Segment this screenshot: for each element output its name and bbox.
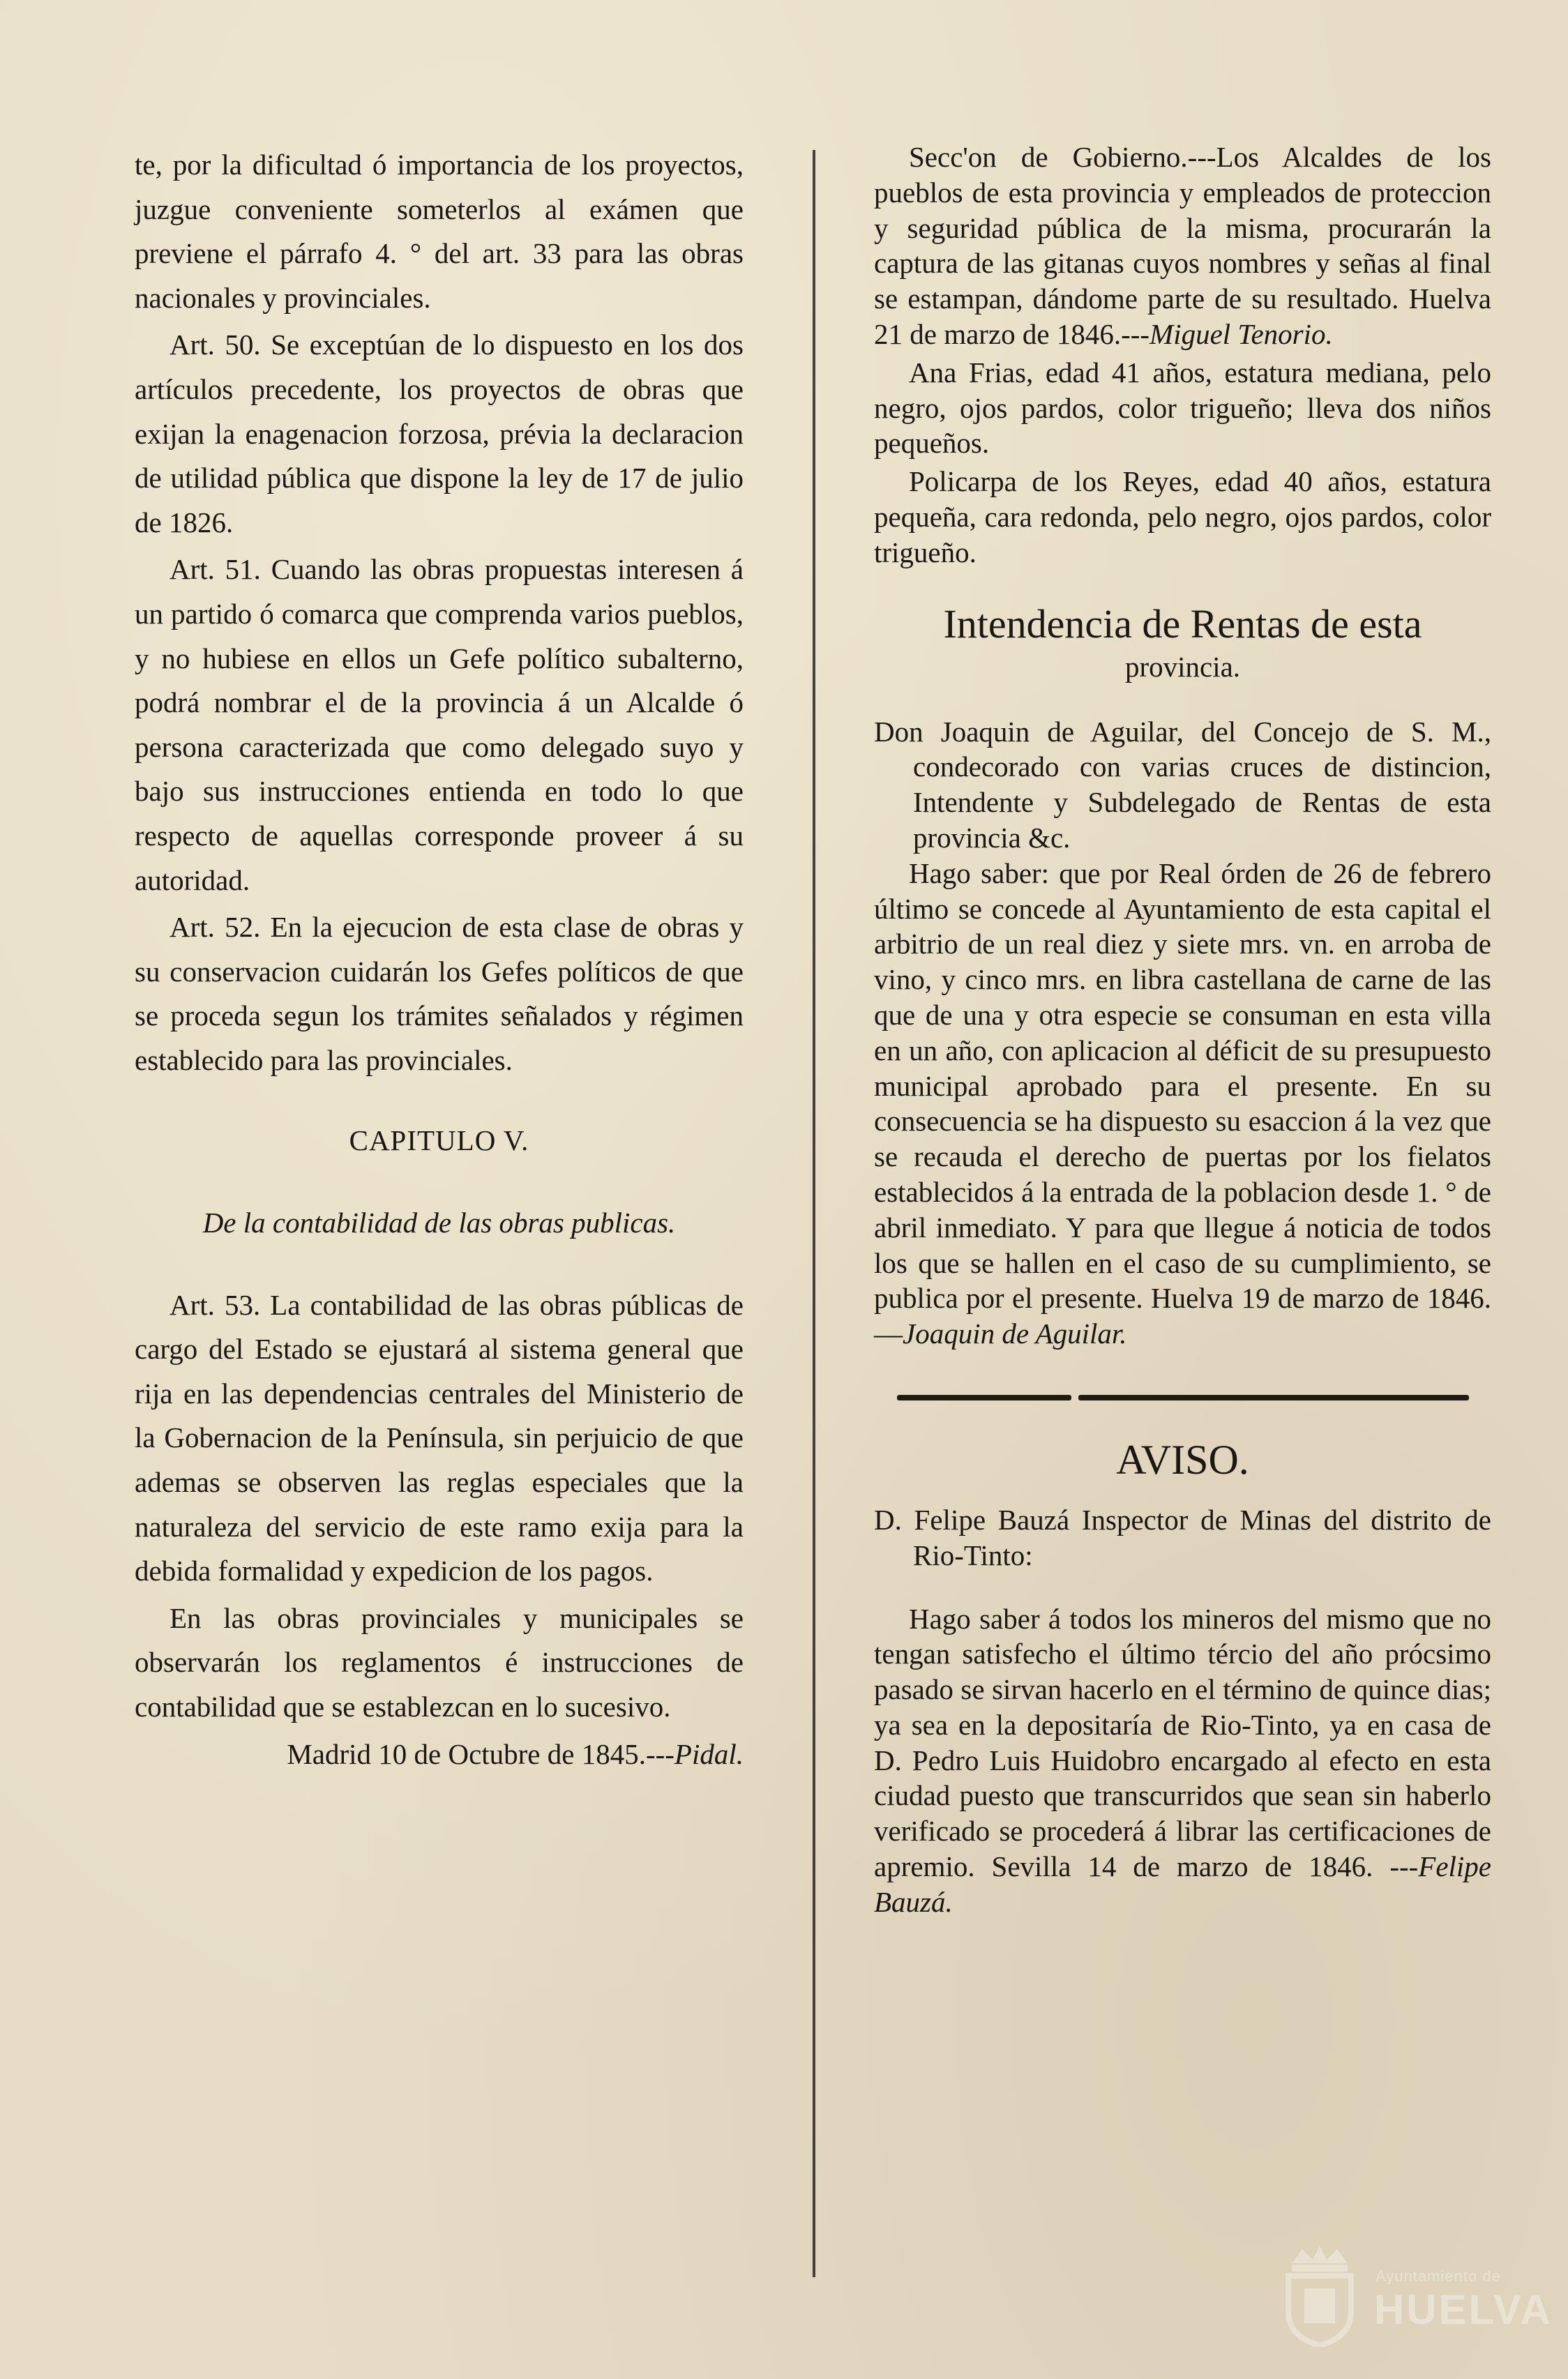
signoff-name: Pidal. [674,1737,744,1770]
article-51: Art. 51. Cuando las obras propuestas interesen á un partido ó comarca que comprenda varios pueblos, y no hubiese en ellos un Gefe político subalterno, podrá nombrar el de la provincia á un Alcalde ó persona caracterizada que como delegado suyo y bajo sus instrucciones entienda en todo lo que respecto de aquellas corresponde proveer á su autoridad. [135,553,744,896]
aviso-body [874,1601,1491,1920]
person-1: Ana Frias, edad 41 años, estatura mediana, pelo negro, ojos pardos, color trigueño; lleva dos niños pequeños. [874,356,1491,460]
aviso-intro: D. Felipe Bauzá Inspector de Minas del distrito de Rio-Tinto: [874,1503,1491,1571]
left-column [135,143,744,1776]
aviso-body-text: Hago saber á todos los mineros del mismo que no tengan satisfecho el último tércio del año prócsimo pasado se sirvan hacerlo en el término de quince dias; ya sea en la depositaría de Rio-Tinto, ya en casa de D. Pedro Luis Huidobro encargado al efecto en esta ciudad puesto que transcurridos que sean sin haberlo verificado se procederá á librar las certificaciones de apremio. Sevilla 14 de marzo de 1846. [874,1602,1491,1883]
provincial-paragraph: En las obras provinciales y municipales se observarán los reglamentos é instrucciones de contabilidad que se establezcan en lo sucesivo. [135,1601,744,1723]
intendencia-subheading: provincia. [1124,650,1241,683]
crown-shield-icon [1278,2242,1362,2347]
intendencia-body-text: Hago saber: que por Real órden de 26 de febrero último se concede al Ayuntamiento de esta capital el arbitrio de un real diez y siete mrs. vn. en arroba de vino, y cinco mrs. en libra castellana de carne de las que de una y otra especie se consuman en esta villa en un año, con aplicacion al déficit de su presupuesto municipal aprobado para el presente. En su consecuencia se ha dispuesto su esaccion á la vez que se recauda el derecho de puertas por los fielatos establecidos á la entrada de la poblacion desde 1. ° de abril inmediato. Y para que llegue á noticia de todos los que se hallen en el caso de su cumplimiento, se publica por el presente. Huelva 19 de marzo de 1846.— [874,856,1491,1350]
rule-segment-right [1078,1395,1469,1400]
intendencia-body [874,856,1491,1352]
intendencia-intro: Don Joaquin de Aguilar, del Concejo de S. M., condecorado con varias cruces de distincion, Intendente y Subdelegado de Rentas de esta provincia &c. [874,715,1491,854]
intendencia-heading: Intendencia de Rentas de esta [943,601,1422,647]
gobierno-signature: Miguel Tenorio. [1149,317,1333,350]
intendencia-signature: Joaquin de Aguilar. [903,1317,1127,1350]
signoff [135,1732,744,1777]
aviso-signature: ---Felipe Bauzá. [874,1850,1491,1918]
chapter-title: CAPITULO V. [349,1124,529,1157]
archive-watermark [1278,2242,1553,2347]
article-53: Art. 53. La contabilidad de las obras públicas de cargo del Estado se ejustará al sistema general que rija en las dependencias centrales del Ministerio de la Gobernacion de la Península, sin perjuicio de que ademas se observen las reglas especiales que la naturaleza del servicio de este ramo exija para la debida formalidad y expedicion de los pagos. [135,1288,744,1587]
signoff-text: Madrid 10 de Octubre de 1845.--- [287,1737,674,1770]
article-50: Art. 50. Se exceptúan de lo dispuesto en los dos artículos precedente, los proyectos de obras que exijan la enagenacion forzosa, prévia la declaracion de utilidad pública que dispone la ley de 17 de julio de 1826. [135,328,744,538]
section-rule [874,1395,1491,1405]
continuation-paragraph: te, por la dificultad ó importancia de los proyectos, juzgue conveniente someterlos al exámen que previene el párrafo 4. ° del art. 33 para las obras nacionales y provinciales. [135,149,744,314]
right-column [874,139,1491,1920]
column-divider [813,150,815,2277]
person-2: Policarpa de los Reyes, edad 40 años, estatura pequeña, cara redonda, pelo negro, ojos pardos, color trigueño. [874,465,1491,568]
aviso-heading: AVISO. [1116,1436,1249,1483]
rule-segment-left [897,1395,1071,1400]
gobierno-text: Secc'on de Gobierno.---Los Alcaldes de los pueblos de esta provincia y empleados de proteccion y seguridad pública de la misma, procurarán la captura de las gitanas cuyos nombres y señas al final se estampan, dándome parte de su resultado. Huelva 21 de marzo de 1846.--- [874,141,1491,350]
chapter-subtitle: De la contabilidad de las obras publicas. [202,1207,676,1239]
watermark-big-text: HUELVA [1374,2286,1553,2333]
watermark-small-text: Ayuntamiento de [1375,2267,1501,2285]
gobierno-notice [874,139,1491,352]
article-52: Art. 52. En la ejecucion de esta clase de obras y su conservacion cuidarán los Gefes políticos de que se proceda segun los trámites señalados y régimen establecido para las provinciales. [135,911,744,1076]
